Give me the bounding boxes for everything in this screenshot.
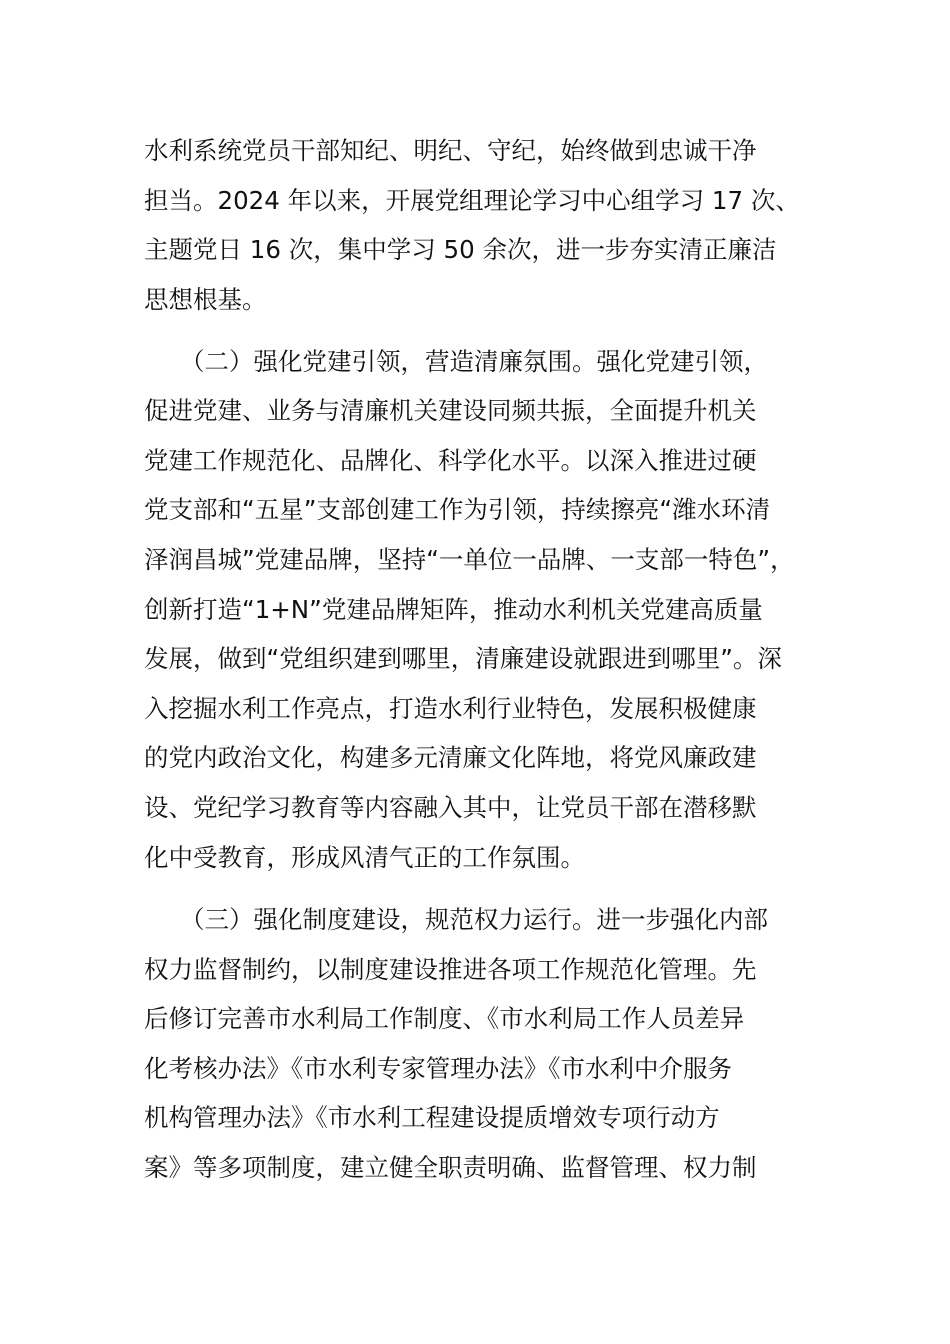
paragraph-line: 水利系统党员干部知纪、明纪、守纪，始终做到忠诚干净 bbox=[144, 136, 757, 165]
paragraph-line: 入挖掘水利工作亮点，打造水利行业特色，发展积极健康 bbox=[144, 694, 757, 723]
paragraph-line: 机构管理办法》《市水利工程建设提质增效专项行动方 bbox=[144, 1103, 720, 1132]
paragraph-line: 党支部和“五星”支部创建工作为引领，持续擦亮“潍水环清 bbox=[144, 495, 771, 524]
section-heading-line: （三）强化制度建设，规范权力运行。进一步强化内部 bbox=[180, 905, 768, 934]
paragraph-line: 案》等多项制度，建立健全职责明确、监督管理、权力制 bbox=[144, 1153, 757, 1182]
section-heading-line: （二）强化党建引领，营造清廉氛围。强化党建引领， bbox=[180, 347, 768, 376]
paragraph-line: 促进党建、业务与清廉机关建设同频共振，全面提升机关 bbox=[144, 396, 757, 425]
paragraph-line: 泽润昌城”党建品牌，坚持“一单位一品牌、一支部一特色”， bbox=[144, 545, 795, 574]
paragraph-line: 主题党日 16 次，集中学习 50 余次，进一步夯实清正廉洁 bbox=[144, 235, 777, 264]
paragraph-line: 化中受教育，形成风清气正的工作氛围。 bbox=[144, 843, 585, 872]
paragraph-line: 化考核办法》《市水利专家管理办法》《市水利中介服务 bbox=[144, 1054, 732, 1083]
paragraph-line: 权力监督制约，以制度建设推进各项工作规范化管理。先 bbox=[144, 955, 757, 984]
paragraph-line: 创新打造“1+N”党建品牌矩阵，推动水利机关党建高质量 bbox=[144, 595, 763, 624]
paragraph-line: 担当。2024 年以来，开展党组理论学习中心组学习 17 次、 bbox=[144, 186, 800, 215]
paragraph-line: 设、党纪学习教育等内容融入其中，让党员干部在潜移默 bbox=[144, 793, 757, 822]
paragraph-line: 的党内政治文化，构建多元清廉文化阵地，将党风廉政建 bbox=[144, 743, 757, 772]
paragraph-line: 党建工作规范化、品牌化、科学化水平。以深入推进过硬 bbox=[144, 446, 757, 475]
paragraph-line: 后修订完善市水利局工作制度、《市水利局工作人员差异 bbox=[144, 1004, 745, 1033]
paragraph-line: 思想根基。 bbox=[144, 285, 267, 314]
paragraph-line: 发展，做到“党组织建到哪里，清廉建设就跟进到哪里”。深 bbox=[144, 644, 782, 673]
